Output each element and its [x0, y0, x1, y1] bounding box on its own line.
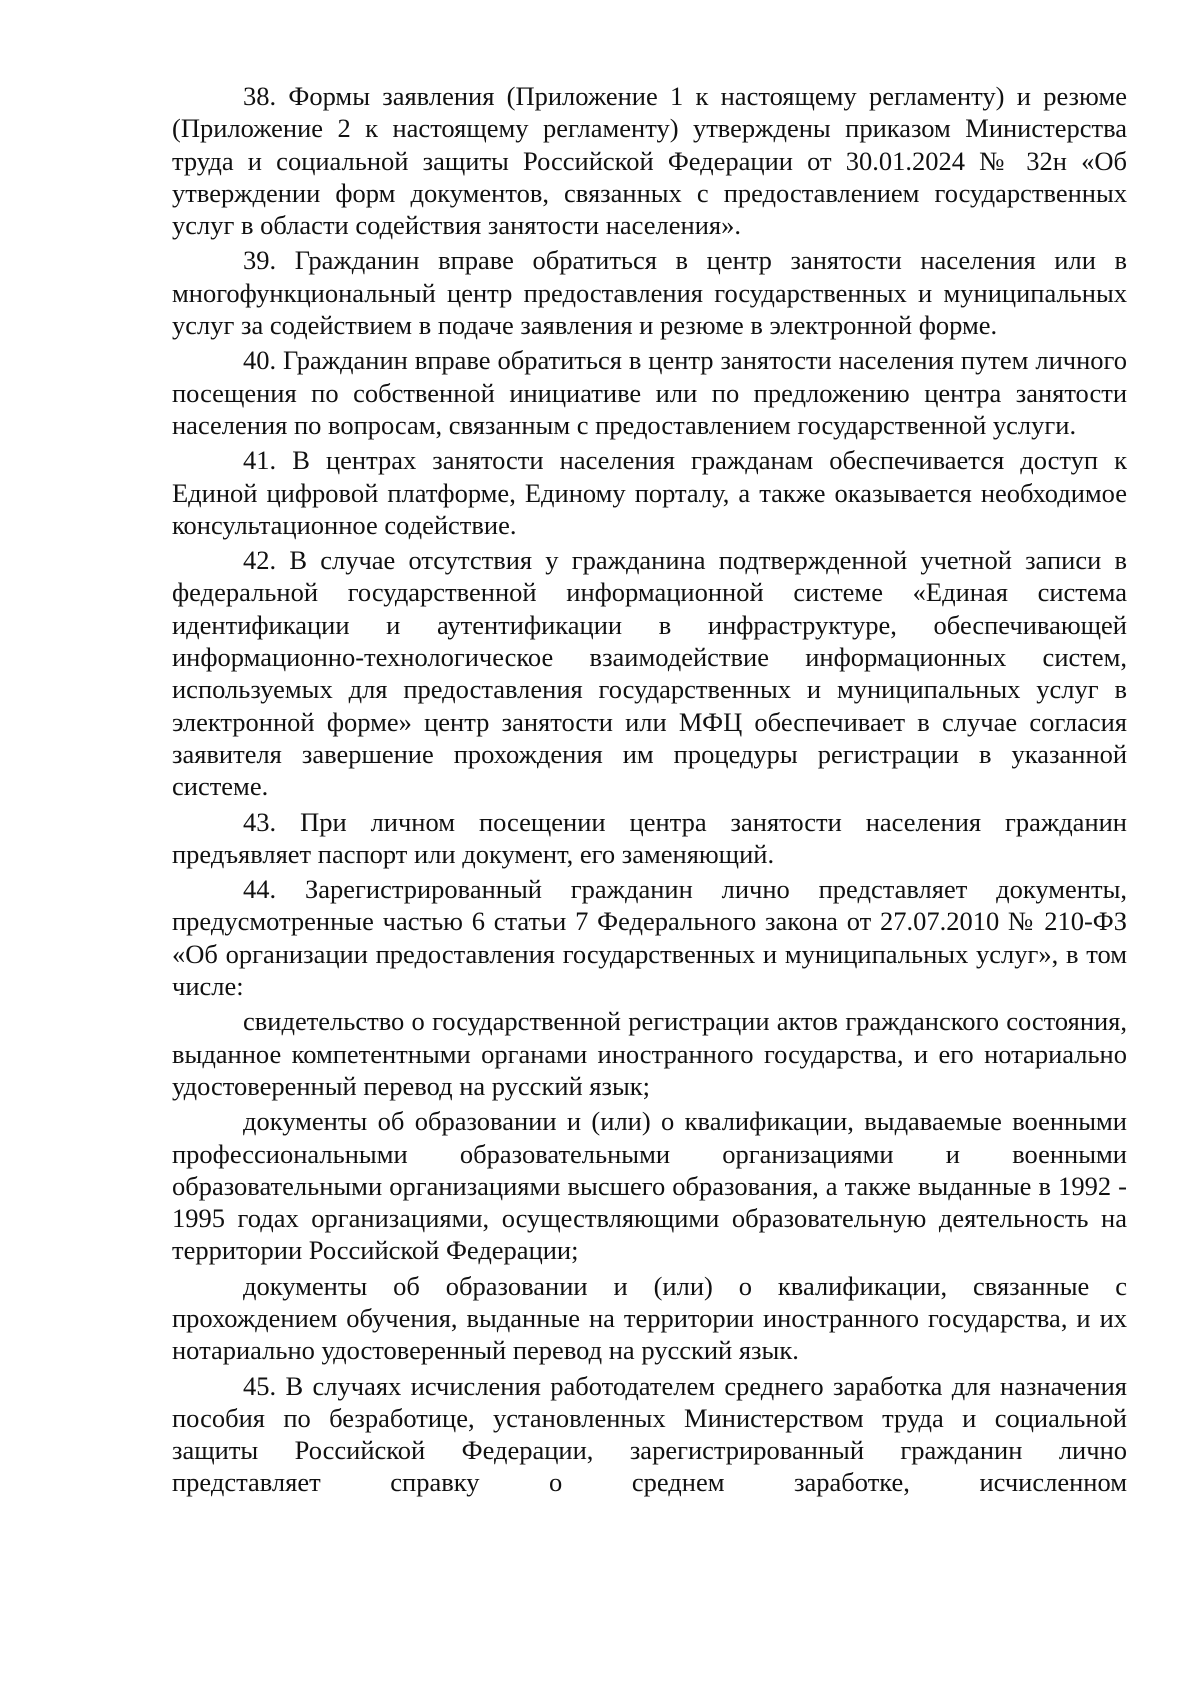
paragraph-44-item-3: документы об образовании и (или) о квалификации, связанные с прохождением обучения, выданные на территории иностранного государства, и их нотариально удостоверенный перевод на русский язык. [172, 1270, 1127, 1366]
paragraph-44: 44. Зарегистрированный гражданин лично представляет документы, предусмотренные частью 6 статьи 7 Федерального закона от 27.07.2010 № 210-ФЗ «Об организации предоставления государственных и муниципальных услуг», в том числе: [172, 874, 1127, 1002]
paragraph-42: 42. В случае отсутствия у гражданина подтвержденной учетной записи в федеральной государственной информационной системе «Единая система идентификации и аутентификации в инфраструктуре, обеспечивающей информационно-технологическое взаимодействие информационных систем, используемых для предоставления государственных и муниципальных услуг в электронной форме» центр занятости или МФЦ обеспечивает в случае согласия заявителя завершение прохождения им процедуры регистрации в указанной системе. [172, 545, 1127, 802]
paragraph-44-item-2: документы об образовании и (или) о квалификации, выдаваемые военными профессиональными образовательными организациями и военными образовательными организациями высшего образования, а также выданные в 1992 - 1995 годах организациями, осуществляющими образовательную деятельность на территории Российской Федерации; [172, 1106, 1127, 1266]
paragraph-44-item-1: свидетельство о государственной регистрации актов гражданского состояния, выданное компетентными органами иностранного государства, и его нотариально удостоверенный перевод на русский язык; [172, 1006, 1127, 1101]
paragraph-43: 43. При личном посещении центра занятости населения гражданин предъявляет паспорт или документ, его заменяющий. [172, 806, 1127, 869]
paragraph-38: 38. Формы заявления (Приложение 1 к настоящему регламенту) и резюме (Приложение 2 к настоящему регламенту) утверждены приказом Министерства труда и социальной защиты Российской Федерации от 30.01.2024 № 32н «Об утверждении форм документов, связанных с предоставлением государственных услуг в области содействия занятости населения». [172, 81, 1127, 241]
paragraph-39: 39. Гражданин вправе обратиться в центр занятости населения или в многофункциональный центр предоставления государственных и муниципальных услуг за содействием в подаче заявления и резюме в электронной форме. [172, 245, 1127, 341]
paragraph-41: 41. В центрах занятости населения гражданам обеспечивается доступ к Единой цифровой платформе, Единому порталу, а также оказывается необходимое консультационное содействие. [172, 445, 1127, 540]
paragraph-45: 45. В случаях исчисления работодателем среднего заработка для назначения пособия по безработице, установленных Министерством труда и социальной защиты Российской Федерации, зарегистрированный гражданин лично представляет справку о среднем заработке, исчисленном [172, 1370, 1127, 1498]
document-body [172, 80, 1127, 1502]
paragraph-40: 40. Гражданин вправе обратиться в центр занятости населения путем личного посещения по собственной инициативе или по предложению центра занятости населения по вопросам, связанным с предоставлением государственной услуги. [172, 345, 1127, 440]
